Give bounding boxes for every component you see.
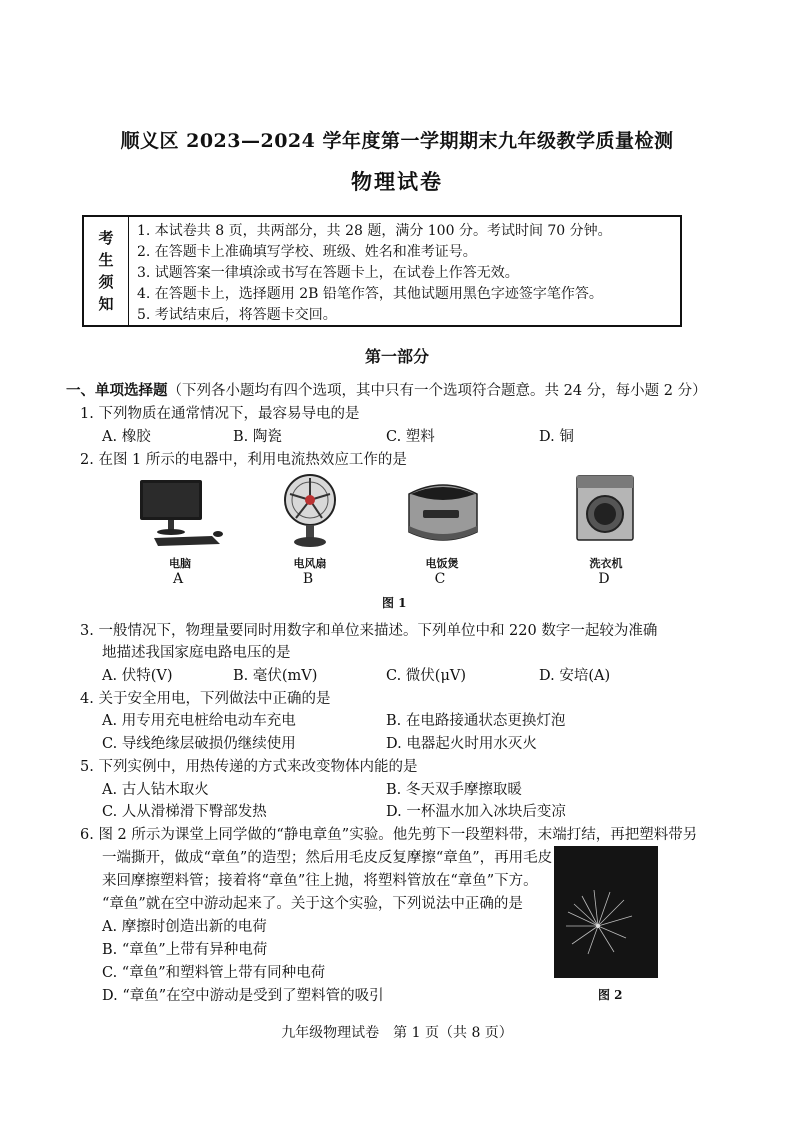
exam-title: 顺义区 2023—2024 学年度第一学期期末九年级教学质量检测 (120, 130, 674, 152)
static-octopus-photo-icon (554, 846, 658, 978)
q3-option-a: A. 伏特(V) (102, 668, 173, 684)
q4-option-d: D. 电器起火时用水灭火 (386, 736, 537, 752)
q6-stem-line2: 一端撕开，做成“章鱼”的造型；然后用毛皮反复摩擦“章鱼”，再用毛皮 (102, 850, 553, 866)
q5-option-c: C. 人从滑梯滑下臀部发热 (102, 804, 267, 820)
fig1-label-b: 电风扇 (293, 557, 327, 570)
section-desc: （下列各小题均有四个选项，其中只有一个选项符合题意。共 24 分，每小题 2 分） (167, 383, 707, 399)
washing-machine-icon (575, 474, 635, 544)
q5-stem: 5. 下列实例中，用热传递的方式来改变物体内能的是 (80, 759, 418, 775)
q3-stem-line1: 3. 一般情况下，物理量要同时用数字和单位来描述。下列单位中和 220 数字一起较为准确 (80, 623, 658, 639)
notice-list (129, 217, 680, 325)
fig1-label-d: 洗衣机 (589, 557, 623, 570)
notice-label-char: 生 (98, 251, 114, 269)
fig1-letter-c: C (434, 571, 446, 587)
fig1-letter-d: D (598, 571, 610, 587)
fig1-label-a: 电脑 (169, 557, 191, 570)
notice-label-char: 须 (98, 273, 114, 291)
computer-icon (134, 478, 226, 550)
section-name: 一、单项选择题 (66, 382, 168, 399)
fig1-letter-b: B (302, 571, 314, 587)
fan-icon (282, 472, 338, 550)
rice-cooker-icon (405, 476, 481, 548)
q6-stem-line1: 6. 图 2 所示为课堂上同学做的“静电章鱼”实验。他先剪下一段塑料带，末端打结，再把塑料带另 (80, 827, 698, 843)
notice-box (82, 215, 682, 327)
q6-option-a: A. 摩擦时创造出新的电荷 (102, 919, 267, 935)
q1-stem: 1. 下列物质在通常情况下，最容易导电的是 (80, 406, 360, 422)
q4-option-a: A. 用专用充电桩给电动车充电 (102, 713, 296, 729)
fig1-letter-a: A (172, 571, 184, 587)
q2-stem: 2. 在图 1 所示的电器中，利用电流热效应工作的是 (80, 452, 407, 468)
q3-option-c: C. 微伏(μV) (386, 668, 467, 684)
page-footer: 九年级物理试卷 第 1 页（共 8 页） (281, 1025, 513, 1041)
q3-stem-line2: 地描述我国家庭电路电压的是 (102, 645, 291, 661)
q6-option-d: D. “章鱼”在空中游动是受到了塑料管的吸引 (102, 988, 384, 1004)
q1-option-d: D. 铜 (539, 429, 574, 445)
q5-option-b: B. 冬天双手摩擦取暖 (386, 782, 522, 798)
q5-option-a: A. 古人钻木取火 (102, 782, 209, 798)
exam-subtitle: 物理试卷 (351, 169, 443, 194)
fig2-caption: 图 2 (598, 988, 623, 1002)
q4-option-b: B. 在电路接通状态更换灯泡 (386, 713, 566, 729)
q6-option-c: C. “章鱼”和塑料管上带有同种电荷 (102, 965, 326, 981)
notice-item: 5. 考试结束后，将答题卡交回。 (137, 307, 337, 323)
notice-item: 1. 本试卷共 8 页，共两部分，共 28 题，满分 100 分。考试时间 70 分钟。 (137, 223, 612, 239)
q3-option-d: D. 安培(A) (539, 668, 611, 684)
q1-option-b: B. 陶瓷 (233, 429, 282, 445)
fig1-caption: 图 1 (382, 596, 407, 610)
q1-option-a: A. 橡胶 (102, 429, 151, 445)
q1-option-c: C. 塑料 (386, 429, 435, 445)
q3-option-b: B. 毫伏(mV) (233, 668, 318, 684)
notice-label-char: 知 (98, 295, 114, 313)
q6-stem-line3: 来回摩擦塑料管；接着将“章鱼”往上抛，将塑料管放在“章鱼”下方。 (102, 873, 538, 889)
notice-item: 3. 试题答案一律填涂或书写在答题卡上，在试卷上作答无效。 (137, 265, 519, 281)
notice-label (84, 217, 129, 325)
q6-option-b: B. “章鱼”上带有异种电荷 (102, 942, 268, 958)
section-title (66, 379, 707, 400)
notice-item: 2. 在答题卡上准确填写学校、班级、姓名和准考证号。 (137, 244, 477, 260)
q4-stem: 4. 关于安全用电，下列做法中正确的是 (80, 691, 331, 707)
notice-label-char: 考 (98, 229, 114, 247)
q6-stem-line4: “章鱼”就在空中游动起来了。关于这个实验，下列说法中正确的是 (102, 896, 523, 912)
notice-item: 4. 在答题卡上，选择题用 2B 铅笔作答，其他试题用黑色字迹签字笔作答。 (137, 286, 603, 302)
fig1-label-c: 电饭煲 (425, 557, 459, 570)
q5-option-d: D. 一杯温水加入冰块后变凉 (386, 804, 566, 820)
part-title: 第一部分 (364, 347, 429, 366)
q4-option-c: C. 导线绝缘层破损仍继续使用 (102, 736, 296, 752)
